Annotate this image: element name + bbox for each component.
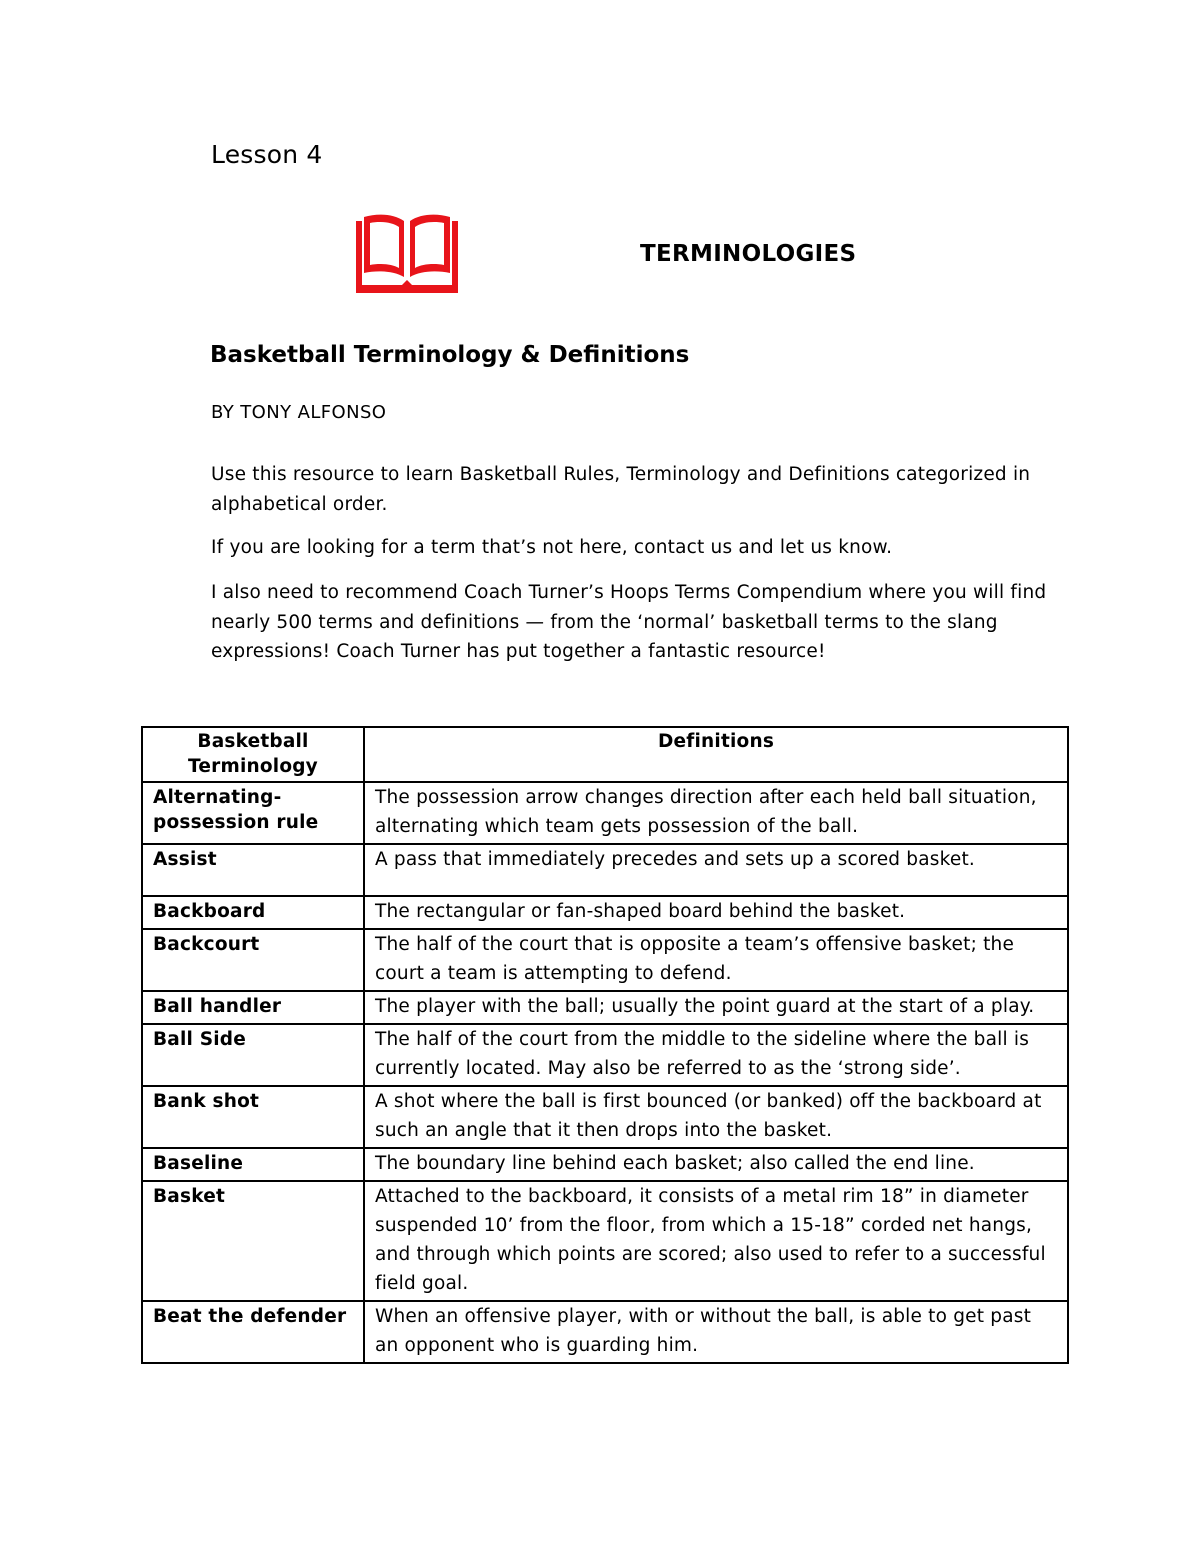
term-cell: Bank shot xyxy=(142,1086,364,1148)
document-title: Basketball Terminology & Definitions xyxy=(210,342,690,368)
intro-paragraph-1: Use this resource to learn Basketball Rules, Terminology and Definitions categorized in alphabetical order. xyxy=(211,464,1031,515)
terminology-table xyxy=(141,726,1069,1364)
table-row xyxy=(142,1086,1068,1148)
table-row xyxy=(142,844,1068,896)
term-cell: Beat the defender xyxy=(142,1301,364,1363)
book-icon-right-inner xyxy=(415,222,444,268)
intro-paragraph-2: If you are looking for a term that’s not here, contact us and let us know. xyxy=(211,537,893,558)
definition-cell: The half of the court from the middle to the sideline where the ball is currently located. May also be referred to as the ‘strong side’. xyxy=(364,1024,1068,1086)
table-row xyxy=(142,1181,1068,1301)
term-cell: Ball Side xyxy=(142,1024,364,1086)
term-cell: Alternating-possession rule xyxy=(142,782,364,844)
definition-cell: The rectangular or fan-shaped board behind the basket. xyxy=(364,896,1068,929)
book-icon xyxy=(354,213,460,295)
term-cell: Basket xyxy=(142,1181,364,1301)
term-cell: Ball handler xyxy=(142,991,364,1024)
table-header-row xyxy=(142,727,1068,782)
table-row xyxy=(142,1148,1068,1181)
table-row xyxy=(142,896,1068,929)
definition-cell: The player with the ball; usually the point guard at the start of a play. xyxy=(364,991,1068,1024)
table-row xyxy=(142,1024,1068,1086)
term-cell: Backboard xyxy=(142,896,364,929)
table-row xyxy=(142,1301,1068,1363)
definition-cell: The half of the court that is opposite a team’s offensive basket; the court a team is attempting to defend. xyxy=(364,929,1068,991)
definition-cell: The possession arrow changes direction after each held ball situation, alternating which team gets possession of the ball. xyxy=(364,782,1068,844)
definition-cell: A pass that immediately precedes and sets up a scored basket. xyxy=(364,844,1068,896)
table-row xyxy=(142,782,1068,844)
section-heading: TERMINOLOGIES xyxy=(640,241,857,267)
definition-cell: The boundary line behind each basket; also called the end line. xyxy=(364,1148,1068,1181)
header-definition: Definitions xyxy=(364,727,1068,782)
term-cell: Baseline xyxy=(142,1148,364,1181)
header-term: Basketball Terminology xyxy=(142,727,364,782)
definition-cell: Attached to the backboard, it consists of a metal rim 18” in diameter suspended 10’ from the floor, from which a 15-18” corded net hangs, and through which points are scored; also used to refer to a successful field goal. xyxy=(364,1181,1068,1301)
term-cell: Backcourt xyxy=(142,929,364,991)
table-row xyxy=(142,991,1068,1024)
byline: BY TONY ALFONSO xyxy=(211,402,387,423)
definition-cell: A shot where the ball is first bounced (or banked) off the backboard at such an angle that it then drops into the basket. xyxy=(364,1086,1068,1148)
book-icon-right-stripe xyxy=(410,273,450,281)
book-icon-left-stripe xyxy=(364,273,404,281)
intro-paragraph-3: I also need to recommend Coach Turner’s Hoops Terms Compendium where you will find nearly 500 terms and definitions — from the ‘normal’ basketball terms to the slang expressions! Coach Turner has put together a fantastic resource! xyxy=(211,582,1047,662)
table-row xyxy=(142,929,1068,991)
lesson-label: Lesson 4 xyxy=(211,140,323,169)
definition-cell: When an offensive player, with or without the ball, is able to get past an opponent who is guarding him. xyxy=(364,1301,1068,1363)
book-icon-left-inner xyxy=(370,222,399,268)
term-cell: Assist xyxy=(142,844,364,896)
